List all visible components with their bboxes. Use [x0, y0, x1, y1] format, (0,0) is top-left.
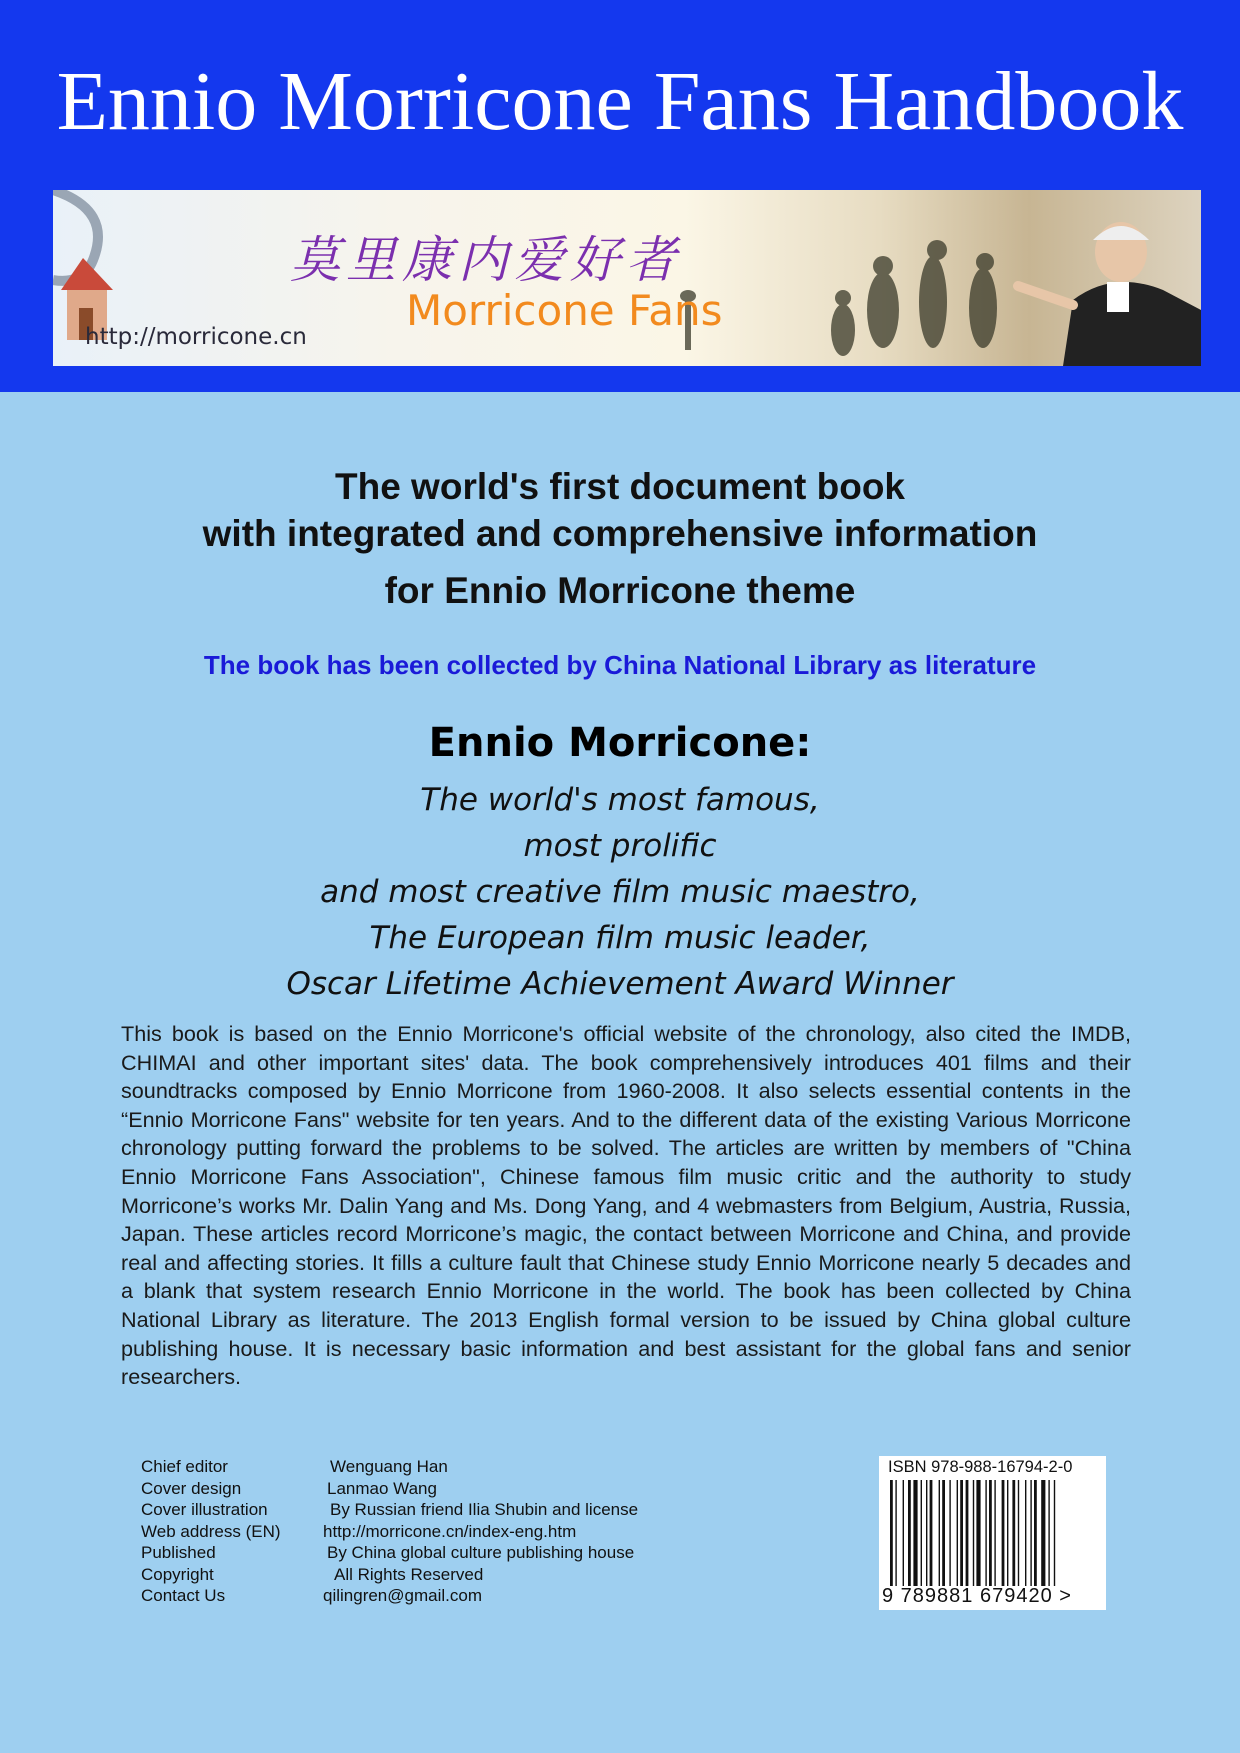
credit-value: By China global culture publishing house — [327, 1543, 635, 1562]
barcode-bar — [957, 1480, 958, 1586]
credit-row — [141, 1457, 741, 1479]
barcode-bar — [1002, 1480, 1005, 1586]
book-title: Ennio Morricone Fans Handbook — [56, 55, 1184, 148]
barcode-bar — [921, 1480, 922, 1586]
credit-label: Contact Us — [141, 1586, 226, 1605]
credit-row — [141, 1565, 741, 1587]
barcode-bar — [942, 1480, 945, 1586]
headline-line-1: The world's first document book — [335, 466, 905, 507]
barcode-bar — [960, 1480, 963, 1586]
barcode-bar — [939, 1480, 940, 1586]
barcode-bar — [1041, 1480, 1045, 1586]
credit-label: Cover design — [141, 1478, 242, 1498]
barcode-bar — [949, 1480, 950, 1586]
credit-value: http://morricone.cn/index-eng.htm — [323, 1521, 577, 1541]
feature-name: Ennio Morricone: — [428, 720, 812, 766]
barcode-bar — [1025, 1480, 1026, 1586]
feature-line: and most creative film music maestro, — [320, 874, 920, 910]
conductor-figure — [1018, 222, 1201, 366]
barcode-bar — [973, 1480, 974, 1586]
barcode-bar — [1034, 1480, 1037, 1586]
barcode-bar — [1030, 1480, 1031, 1586]
barcode-bar — [1007, 1480, 1008, 1586]
credit-row — [141, 1586, 741, 1608]
barcode-bar — [908, 1480, 911, 1586]
cover-header — [0, 0, 1240, 392]
collected-note: The book has been collected by China National Library as literature — [203, 650, 1037, 680]
barcode-bar — [903, 1480, 904, 1586]
banner-chinese-title: 莫里康内爱好者 — [290, 231, 682, 289]
credit-label: Chief editor — [141, 1457, 228, 1476]
barcode-bar — [926, 1480, 927, 1586]
barcode-bar — [890, 1480, 893, 1586]
barcode-bar — [966, 1480, 969, 1586]
silhouette-figures — [680, 240, 997, 356]
credit-value: Wenguang Han — [330, 1457, 448, 1476]
isbn-barcode — [879, 1456, 1106, 1610]
barcode-bar — [976, 1480, 980, 1586]
banner-image — [53, 190, 1201, 366]
barcode-bar — [895, 1480, 896, 1586]
credit-value: All Rights Reserved — [334, 1564, 484, 1584]
barcode-bar — [994, 1480, 995, 1586]
barcode-bar — [930, 1480, 933, 1586]
credits-list — [141, 1457, 741, 1608]
barcode-bar — [985, 1480, 986, 1586]
banner-english-title: Morricone Fans — [406, 286, 723, 335]
headline-line-3: for Ennio Morricone theme — [384, 570, 856, 611]
barcode-bar — [913, 1480, 917, 1586]
credit-label: Published — [141, 1543, 216, 1562]
credit-value: qilingren@gmail.com — [323, 1586, 482, 1605]
credit-label: Cover illustration — [141, 1500, 268, 1519]
credit-row — [141, 1522, 741, 1544]
credit-label: Web address (EN) — [141, 1521, 281, 1541]
barcode-bar — [1012, 1480, 1015, 1586]
credit-row — [141, 1500, 741, 1522]
feature-line: Oscar Lifetime Achievement Award Winner — [286, 966, 954, 1002]
headline-line-2: with integrated and comprehensive information — [202, 513, 1038, 554]
credit-value: By Russian friend Ilia Shubin and license — [330, 1500, 639, 1519]
feature-line: The world's most famous, — [420, 782, 820, 818]
barcode-bars — [888, 1480, 1097, 1586]
barcode-bar — [1054, 1480, 1055, 1586]
feature-line: The European film music leader, — [369, 920, 871, 956]
credit-value: Lanmao Wang — [327, 1478, 437, 1498]
barcode-bar — [1018, 1480, 1019, 1586]
credit-row — [141, 1543, 741, 1565]
banner-url: http://morricone.cn — [85, 324, 307, 350]
credit-row — [141, 1479, 741, 1501]
isbn-number: ISBN 978-988-16794-2-0 — [888, 1458, 1073, 1476]
credit-label: Copyright — [141, 1564, 214, 1584]
book-description: This book is based on the Ennio Morricone's official website of the chronology, also cited the IMDB, CHIMAI and other important sites' data. The book comprehensively introduces 401 films and their soundtracks composed by Ennio Morricone from 1960-2008. It also selects essential contents in the “Ennio Morricone Fans" website for ten years. And to the different data of the existing Various Morricone chronology putting forward the problems to be solved. The articles are written by members of "China Ennio Morricone Fans Association", Chinese famous film music critic and the authority to study Morricone’s works Mr. Dalin Yang and Ms. Dong Yang, and 4 webmasters from Belgium, Austria, Russia, Japan. These articles record Morricone’s magic, the contact between Morricone and China, and provide real and affecting stories. It fills a culture fault that Chinese study Ennio Morricone nearly 5 decades and a blank that system research Ennio Morricone in the world. The book has been collected by China National Library as literature. The 2013 English formal version to be issued by China global culture publishing house. It is necessary basic information and best assistant for the global fans and senior researchers. — [121, 1021, 1131, 1390]
barcode-digits: 9 789881 679420 > — [882, 1585, 1072, 1607]
barcode-bar — [989, 1480, 992, 1586]
barcode-bar — [1048, 1480, 1049, 1586]
feature-line: most prolific — [523, 828, 717, 864]
